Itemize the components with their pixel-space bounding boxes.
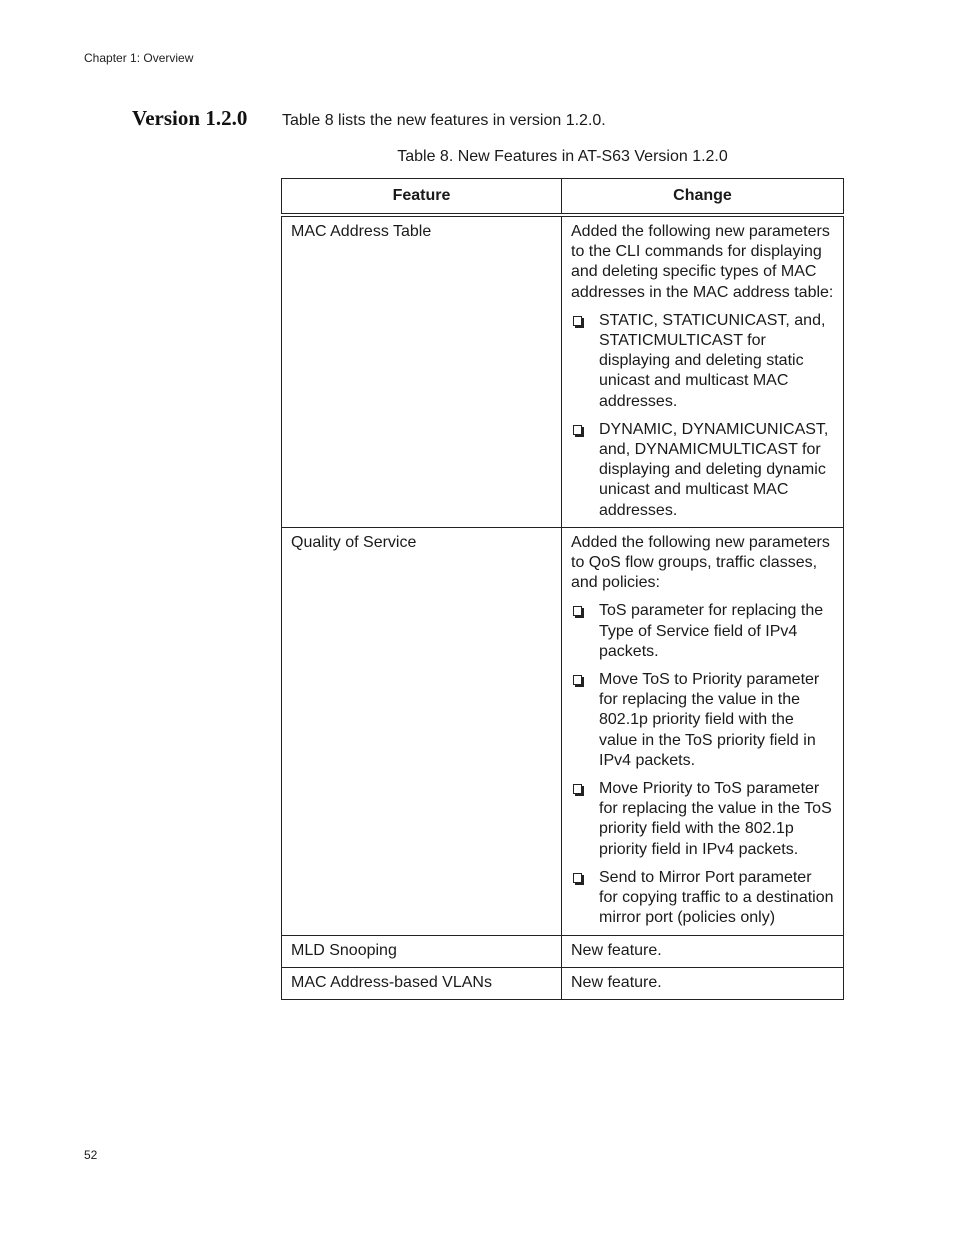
change-cell [562, 215, 844, 527]
checkbox-bullet-icon [573, 675, 582, 685]
bullet-item [571, 311, 834, 412]
bullet-list [571, 601, 834, 928]
change-cell [562, 527, 844, 935]
change-cell: New feature. [562, 967, 844, 999]
bullet-text: STATIC, STATICUNICAST, and, STATICMULTICAST for displaying and deleting static unicast and multicast MAC addresses. [599, 311, 826, 410]
table-header-row [282, 179, 844, 216]
column-header-feature: Feature [282, 179, 562, 216]
table-row [282, 527, 844, 935]
column-header-change: Change [562, 179, 844, 216]
feature-cell: MAC Address Table [282, 215, 562, 527]
intro-paragraph: Table 8 lists the new features in version 1.2.0. [282, 112, 606, 129]
checkbox-bullet-icon [573, 425, 582, 435]
feature-cell: Quality of Service [282, 527, 562, 935]
checkbox-bullet-icon [573, 316, 582, 326]
feature-cell: MAC Address-based VLANs [282, 967, 562, 999]
table-row [282, 967, 844, 999]
bullet-text: Send to Mirror Port parameter for copying traffic to a destination mirror port (policies only) [599, 868, 834, 927]
table-row [282, 215, 844, 527]
change-intro: Added the following new parameters to QoS flow groups, traffic classes, and policies: [571, 533, 830, 592]
bullet-text: DYNAMIC, DYNAMICUNICAST, and, DYNAMICMULTICAST for displaying and deleting dynamic unicast and multicast MAC addresses. [599, 420, 829, 519]
running-head: Chapter 1: Overview [84, 51, 194, 65]
bullet-item [571, 601, 834, 662]
change-cell: New feature. [562, 935, 844, 967]
bullet-text: ToS parameter for replacing the Type of Service field of IPv4 packets. [599, 602, 824, 660]
bullet-text: Move ToS to Priority parameter for replacing the value in the 802.1p priority field with the value in the ToS priority field in IPv4 packets. [599, 671, 820, 769]
section-title: Version 1.2.0 [132, 106, 248, 130]
table-caption: Table 8. New Features in AT-S63 Version 1.2.0 [397, 148, 728, 165]
change-intro: Added the following new parameters to the CLI commands for displaying and deleting specific types of MAC addresses in the MAC address table: [571, 223, 834, 301]
features-table [281, 178, 844, 1000]
checkbox-bullet-icon [573, 873, 582, 883]
bullet-list [571, 311, 834, 521]
page-number: 52 [84, 1148, 98, 1162]
bullet-item [571, 670, 834, 771]
checkbox-bullet-icon [573, 606, 582, 616]
table-row [282, 935, 844, 967]
feature-cell: MLD Snooping [282, 935, 562, 967]
bullet-text: Move Priority to ToS parameter for replacing the value in the ToS priority field with the 802.1p priority field in IPv4 packets. [599, 780, 832, 858]
bullet-item [571, 420, 834, 521]
bullet-item [571, 868, 834, 929]
bullet-item [571, 779, 834, 860]
checkbox-bullet-icon [573, 784, 582, 794]
